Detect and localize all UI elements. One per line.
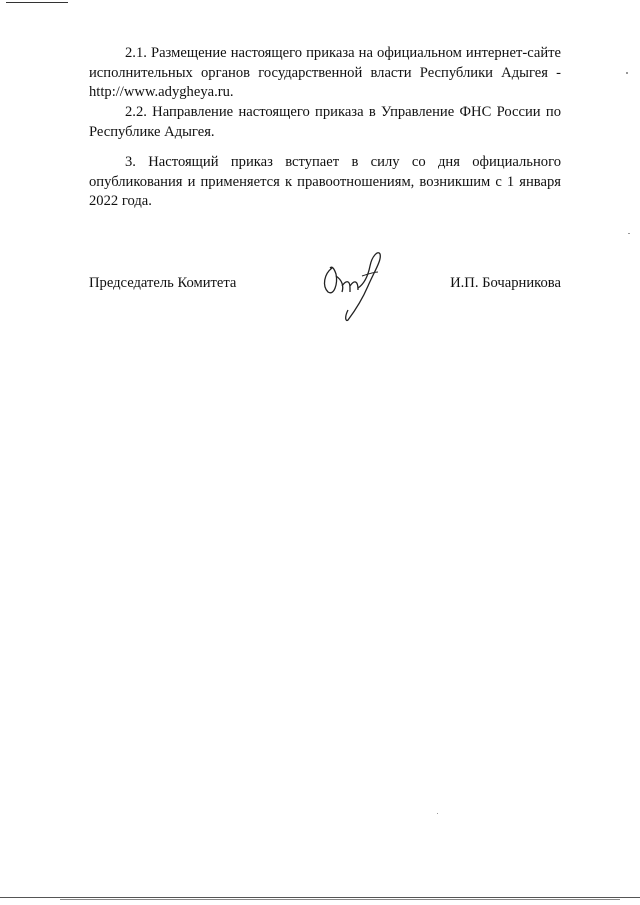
handwritten-signature (318, 246, 390, 324)
bottom-rule (0, 897, 640, 898)
scan-speck (626, 72, 628, 74)
scan-speck (437, 813, 438, 814)
signatory-position: Председатель Комитета (89, 275, 237, 291)
top-rule (6, 2, 68, 3)
signatory-name: И.П. Бочарникова (450, 275, 561, 291)
bottom-rule-secondary (60, 899, 620, 900)
scan-speck (628, 233, 630, 234)
paragraph-3: 3. Настоящий приказ вступает в силу со дня официального опубликования и применяется к правоотношениям, возникшим с 1 января 2022 года. (89, 154, 561, 209)
paragraph-2-1: 2.1. Размещение настоящего приказа на официальном интернет-сайте исполнительных органов государственной власти Республики Адыгея - http://www.adygheya.ru. (89, 45, 561, 100)
paragraph-2-2: 2.2. Направление настоящего приказа в Управление ФНС России по Республике Адыгея. (89, 104, 561, 140)
